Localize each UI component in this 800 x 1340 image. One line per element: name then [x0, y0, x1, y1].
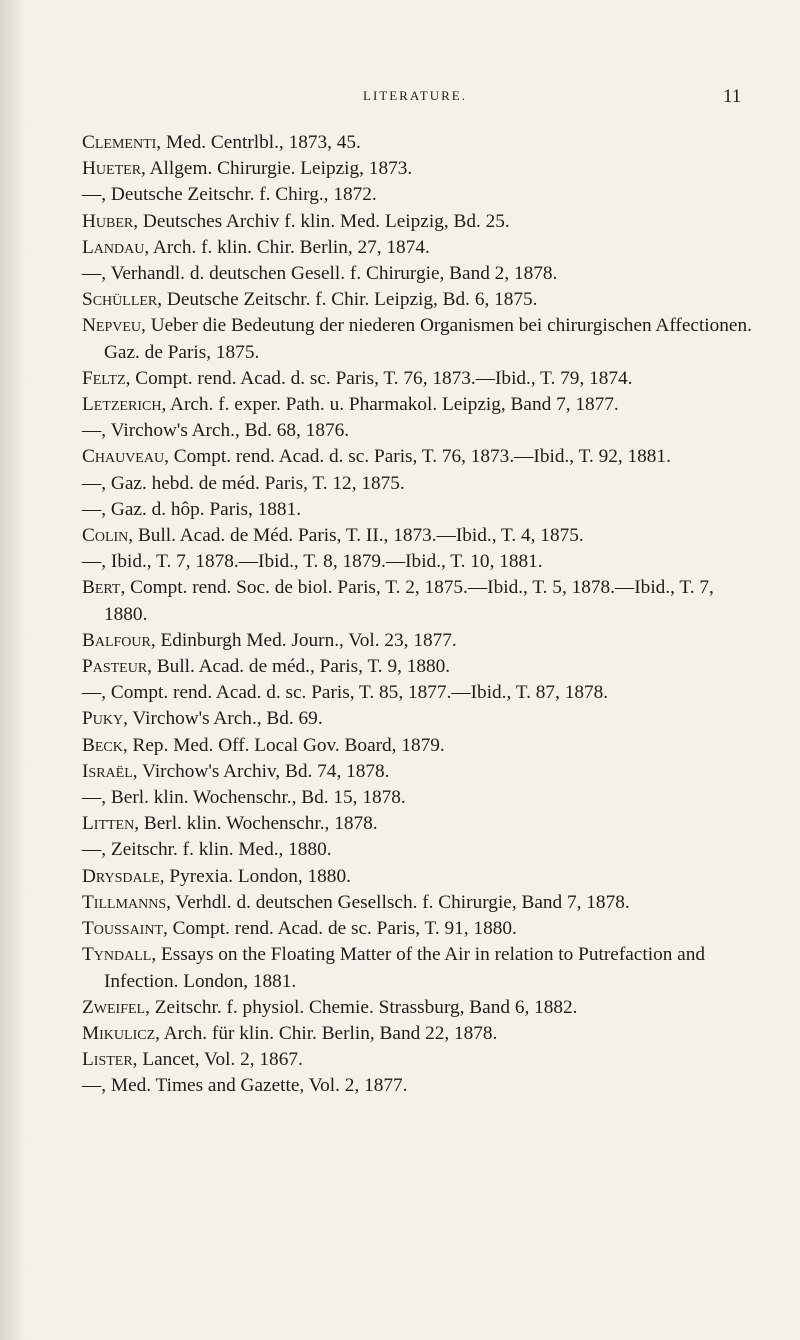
page-number: 11 — [723, 86, 742, 107]
reference-author: Pasteur — [82, 656, 148, 678]
reference-entry — [82, 733, 762, 759]
reference-text: —, Deutsche Zeitschr. f. Chirg., 1872. — [82, 184, 377, 206]
reference-entry — [82, 313, 762, 365]
reference-text: , Arch. f. exper. Path. u. Pharmakol. Leipzig, Band 7, 1877. — [161, 394, 619, 416]
reference-author: Litten — [82, 813, 135, 835]
reference-text: , Deutsches Archiv f. klin. Med. Leipzig, Bd. 25. — [133, 210, 510, 232]
reference-entry — [82, 864, 762, 890]
reference-text: —, Berl. klin. Wochenschr., Bd. 15, 1878. — [82, 787, 406, 809]
reference-text: , Compt. rend. Acad. de sc. Paris, T. 91, 1880. — [163, 918, 517, 940]
reference-author: Colin — [82, 525, 129, 547]
reference-entry — [82, 575, 762, 627]
reference-entry — [82, 549, 762, 575]
reference-text: , Arch. für klin. Chir. Berlin, Band 22, 1878. — [155, 1022, 498, 1044]
reference-author: Landau — [82, 236, 145, 258]
reference-text: , Rep. Med. Off. Local Gov. Board, 1879. — [122, 734, 445, 756]
reference-entry — [82, 287, 762, 313]
reference-text: —, Ibid., T. 7, 1878.—Ibid., T. 8, 1879.—Ibid., T. 10, 1881. — [82, 551, 543, 573]
reference-text: , Virchow's Archiv, Bd. 74, 1878. — [132, 760, 390, 782]
reference-text: —, Med. Times and Gazette, Vol. 2, 1877. — [82, 1075, 408, 1097]
reference-text: , Essays on the Floating Matter of the Air in relation to Putrefaction and Infection. London, 1881. — [104, 944, 706, 992]
reference-author: Toussaint — [82, 918, 164, 940]
reference-text: —, Verhandl. d. deutschen Gesell. f. Chirurgie, Band 2, 1878. — [82, 263, 558, 285]
reference-author: Feltz — [82, 367, 126, 389]
reference-text: , Virchow's Arch., Bd. 69. — [123, 708, 323, 730]
reference-author: Tyndall — [82, 944, 152, 966]
reference-author: Drysdale — [82, 865, 160, 887]
reference-entry — [82, 444, 762, 470]
reference-entry — [82, 130, 762, 156]
reference-text: , Compt. rend. Acad. d. sc. Paris, T. 76, 1873.—Ibid., T. 79, 1874. — [125, 367, 633, 389]
reference-entry — [82, 497, 762, 523]
reference-author: Chauveau — [82, 446, 165, 468]
reference-author: Letzerich — [82, 394, 162, 416]
reference-author: Puky — [82, 708, 124, 730]
running-head: LITERATURE. — [363, 88, 467, 103]
reference-list — [82, 130, 762, 1100]
reference-text: , Ueber die Bedeutung der niederen Organismen bei chirurgischen Affectionen. Gaz. de Paris, 1875. — [104, 315, 752, 363]
reference-entry — [82, 785, 762, 811]
reference-text: , Berl. klin. Wochenschr., 1878. — [134, 813, 378, 835]
reference-author: Clementi — [82, 132, 157, 153]
reference-text: , Med. Centrlbl., 1873, 45. — [156, 132, 361, 153]
reference-entry — [82, 209, 762, 235]
reference-entry — [82, 837, 762, 863]
reference-author: Huber — [82, 210, 134, 232]
reference-text: , Arch. f. klin. Chir. Berlin, 27, 1874. — [144, 236, 430, 258]
reference-entry — [82, 418, 762, 444]
reference-entry — [82, 366, 762, 392]
reference-entry — [82, 471, 762, 497]
reference-entry — [82, 680, 762, 706]
reference-text: —, Gaz. d. hôp. Paris, 1881. — [82, 498, 302, 520]
reference-author: Hueter — [82, 158, 142, 180]
reference-text: , Lancet, Vol. 2, 1867. — [132, 1049, 303, 1071]
reference-entry — [82, 182, 762, 208]
reference-entry — [82, 890, 762, 916]
reference-text: , Compt. rend. Soc. de biol. Paris, T. 2, 1875.—Ibid., T. 5, 1878.—Ibid., T. 7, 1880. — [104, 577, 714, 625]
reference-text: , Deutsche Zeitschr. f. Chir. Leipzig, Bd. 6, 1875. — [157, 289, 538, 311]
reference-author: Tillmanns — [82, 891, 167, 913]
page-edge-shadow — [0, 0, 26, 1340]
reference-text: , Verhdl. d. deutschen Gesellsch. f. Chirurgie, Band 7, 1878. — [166, 891, 630, 913]
reference-text: , Pyrexia. London, 1880. — [159, 865, 351, 887]
reference-entry — [82, 759, 762, 785]
reference-entry — [82, 811, 762, 837]
reference-author: Nepveu — [82, 315, 142, 337]
reference-entry — [82, 1047, 762, 1073]
reference-entry — [82, 654, 762, 680]
reference-author: Lister — [82, 1049, 133, 1071]
reference-text: , Bull. Acad. de Méd. Paris, T. II., 1873.—Ibid., T. 4, 1875. — [128, 525, 584, 547]
reference-text: , Allgem. Chirurgie. Leipzig, 1873. — [141, 158, 413, 180]
reference-author: Schüller — [82, 289, 158, 311]
reference-author: Zweifel — [82, 996, 146, 1018]
reference-text: , Zeitschr. f. physiol. Chemie. Strassburg, Band 6, 1882. — [145, 996, 578, 1018]
reference-author: Mikulicz — [82, 1022, 156, 1044]
reference-text: —, Gaz. hebd. de méd. Paris, T. 12, 1875. — [82, 472, 405, 494]
reference-entry — [82, 261, 762, 287]
reference-entry — [82, 523, 762, 549]
reference-entry — [82, 706, 762, 732]
reference-author: Bert — [82, 577, 121, 599]
reference-entry — [82, 628, 762, 654]
reference-entry — [82, 1021, 762, 1047]
page-header — [0, 86, 800, 110]
reference-text: —, Zeitschr. f. klin. Med., 1880. — [82, 839, 332, 861]
reference-author: Balfour — [82, 629, 151, 651]
reference-text: , Edinburgh Med. Journ., Vol. 23, 1877. — [150, 629, 457, 651]
reference-entry — [82, 1073, 762, 1099]
reference-author: Beck — [82, 734, 123, 756]
reference-author: Israël — [82, 760, 133, 782]
reference-entry — [82, 392, 762, 418]
reference-entry — [82, 995, 762, 1021]
reference-text: —, Compt. rend. Acad. d. sc. Paris, T. 85, 1877.—Ibid., T. 87, 1878. — [82, 682, 609, 704]
reference-entry — [82, 156, 762, 182]
reference-text: , Compt. rend. Acad. d. sc. Paris, T. 76, 1873.—Ibid., T. 92, 1881. — [164, 446, 671, 468]
reference-text: —, Virchow's Arch., Bd. 68, 1876. — [82, 420, 350, 442]
reference-entry — [82, 916, 762, 942]
reference-text: , Bull. Acad. de méd., Paris, T. 9, 1880. — [147, 656, 451, 678]
reference-entry — [82, 942, 762, 994]
reference-entry — [82, 235, 762, 261]
